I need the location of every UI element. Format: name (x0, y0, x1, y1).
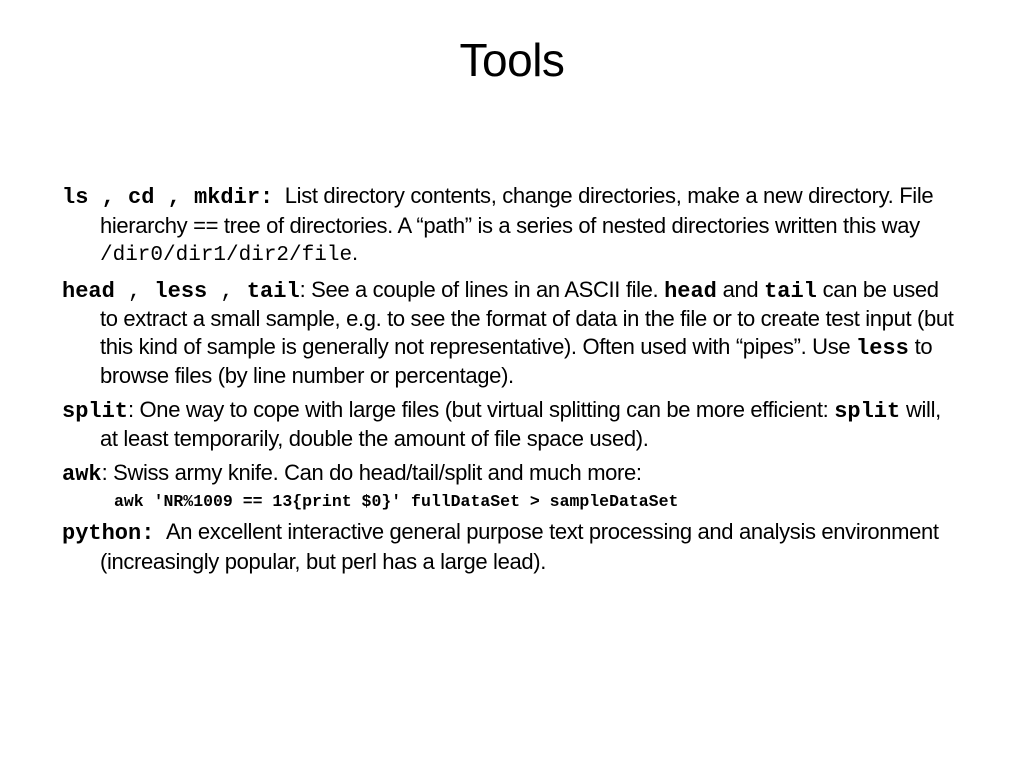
cmd-split: split (62, 398, 129, 424)
cmd-head: head (62, 278, 115, 304)
python-description: An excellent interactive general purpose text processing and analysis environment (increasingly popular, but perl has a large lead). (100, 519, 939, 574)
cmd-less: less (154, 278, 208, 304)
cmd-python: python: (62, 521, 155, 546)
split-description-end: will, at least temporarily, double the amount of file space used). (100, 396, 941, 451)
path-example: /dir0/dir1/dir2/file (100, 244, 353, 267)
keyword-less: less (856, 335, 909, 361)
head-description-sample: can be used to extract a small sample, e.g. to see the format of data in the file or to create test input (but this kind of sample is generally not representative). Often used with “pipes”. Use (100, 276, 954, 359)
item-awk (62, 459, 962, 489)
cmd-separator: , (207, 278, 247, 304)
cmd-tail: tail (246, 278, 300, 304)
slide-title: Tools (459, 34, 565, 86)
keyword-tail: tail (764, 278, 817, 304)
item-split (62, 396, 962, 453)
cmd-awk: awk (62, 461, 102, 487)
ls-description: List directory contents, change directories, make a new directory. File hierarchy == tree of directories. A “path” is a series of nested directories written this way (100, 183, 934, 238)
keyword-split: split (834, 398, 901, 424)
awk-description: : Swiss army knife. Can do head/tail/split and much more: (101, 459, 642, 485)
item-head-less-tail (62, 276, 962, 390)
keyword-head: head (664, 278, 717, 304)
ls-description-end: . (352, 240, 358, 265)
cmd-separator: , (114, 278, 155, 304)
cmd-ls-cd-mkdir: ls , cd , mkdir: (62, 185, 274, 210)
head-description-browse: to browse files (by line number or percentage). (100, 333, 933, 388)
item-python (62, 518, 962, 575)
head-description: : See a couple of lines in an ASCII file. (299, 276, 665, 302)
item-ls-cd-mkdir (62, 182, 962, 270)
head-description-and: and (716, 276, 765, 302)
awk-code-example: awk 'NR%1009 == 13{print $0}' fullDataSet > sampleDataSet (114, 492, 679, 511)
slide-body (62, 182, 962, 581)
split-description: : One way to cope with large files (but virtual splitting can be more efficient: (128, 396, 835, 422)
